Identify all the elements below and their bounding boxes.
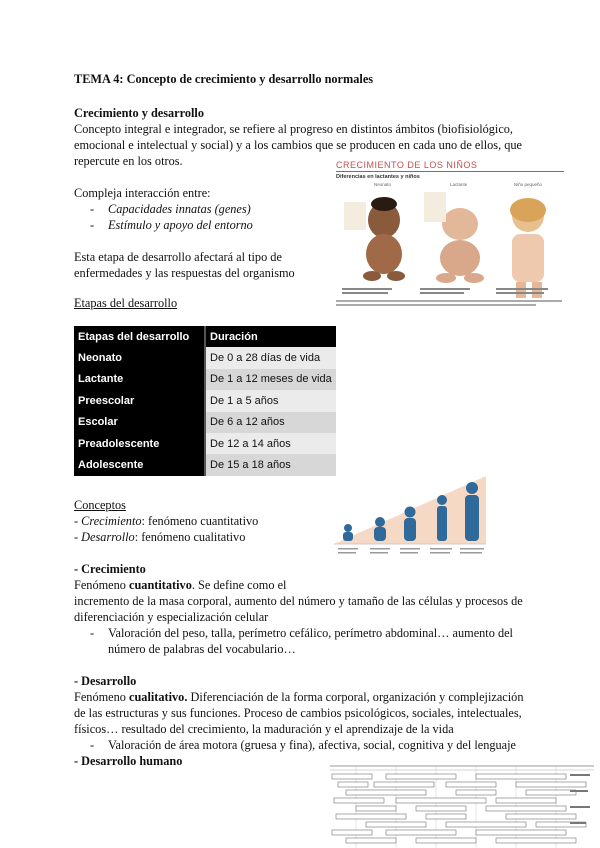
desarrollo-heading: - Desarrollo: [74, 674, 137, 688]
table-row: [74, 454, 336, 475]
bullet-dash: -: [90, 626, 95, 640]
silhouette-preschool-icon: [404, 507, 416, 542]
intro-line-2: emocional e intelectual y social) y a los cambios que se producen en cada uno de ellos, que: [74, 138, 522, 152]
stages-table: [74, 326, 336, 476]
crecimiento-line-1: Fenómeno cuantitativo. Se define como el: [74, 578, 287, 592]
neonate-baby-image: [344, 197, 405, 281]
stage-duration-cell: De 0 a 28 días de vida: [205, 347, 336, 368]
effect-line-2: enfermedades y las respuestas del organismo: [74, 266, 295, 280]
crecimiento-heading: - Crecimiento: [74, 562, 146, 576]
silhouette-adolescent-icon: [465, 482, 479, 541]
growth-silhouettes-figure: [330, 466, 490, 558]
table-row: [74, 369, 336, 390]
development-timeline-figure: [326, 760, 598, 848]
crecimiento-line-3: diferenciación y especialización celular: [74, 610, 269, 624]
figure-title: CRECIMIENTO DE LOS NIÑOS: [336, 160, 478, 170]
intro-line-3: repercute en los otros.: [74, 154, 183, 168]
crecimiento-line-2: incremento de la masa corporal, aumento del número y tamaño de las células y procesos de: [74, 594, 523, 608]
infant-baby-image: [424, 192, 484, 283]
conceptos-heading: Conceptos: [74, 498, 126, 512]
table-row: [74, 433, 336, 454]
table-row: [74, 412, 336, 433]
stage-name-cell: Preescolar: [74, 390, 205, 411]
stage-name-cell: Lactante: [74, 369, 205, 390]
concepto-term: Desarrollo: [81, 530, 135, 544]
toddler-image: [510, 198, 546, 298]
babies-illustration: [336, 182, 564, 316]
concepto-desarrollo: - Desarrollo: fenómeno cualitativo: [74, 530, 246, 544]
desarrollo-line-3: físicos… resultado del crecimiento, la maduración y el aprendizaje de la vida: [74, 722, 454, 736]
concepto-crecimiento: - Crecimiento: fenómeno cuantitativo: [74, 514, 259, 528]
figure-subtitle: Diferencias en lactantes y niños: [336, 174, 420, 180]
page-title: TEMA 4: Concepto de crecimiento y desarrollo normales: [74, 72, 374, 86]
figure-label-nino-pequeno: Niño pequeño: [514, 182, 543, 187]
bullet-dash: -: [90, 738, 95, 752]
bullet-dash: -: [90, 202, 95, 216]
concepto-definition: : fenómeno cualitativo: [134, 530, 246, 544]
stage-duration-cell: De 12 a 14 años: [205, 433, 336, 454]
figure-label-lactante: Lactante: [450, 182, 468, 187]
effect-line-1: Esta etapa de desarrollo afectará al tipo de: [74, 250, 282, 264]
stage-duration-cell: De 15 a 18 años: [205, 454, 336, 475]
figure-label-neonato: Neonato: [374, 182, 392, 187]
stage-duration-cell: De 6 a 12 años: [205, 412, 336, 433]
table-header-cell: Duración: [205, 326, 336, 347]
interaction-lead: Compleja interacción entre:: [74, 186, 211, 200]
crecimiento-bullet-line-2: número de palabras del vocabulario…: [108, 642, 296, 656]
desarrollo-bullet: Valoración de área motora (gruesa y fina), afectiva, social, cognitiva y del lenguaje: [108, 738, 517, 752]
stage-duration-cell: De 1 a 5 años: [205, 390, 336, 411]
table-row: [74, 347, 336, 368]
table-row: [74, 390, 336, 411]
silhouette-infant-icon: [374, 517, 386, 541]
stage-duration-cell: De 1 a 12 meses de vida: [205, 369, 336, 390]
interaction-bullet-entorno: Estímulo y apoyo del entorno: [108, 218, 253, 232]
desarrollo-line-1: Fenómeno cualitativo. Diferenciación de la forma corporal, organización y complejización: [74, 690, 524, 704]
interaction-bullet-genes: Capacidades innatas (genes): [108, 202, 251, 216]
silhouette-school-icon: [437, 495, 447, 541]
table-header-row: [74, 326, 336, 347]
stage-name-cell: Neonato: [74, 347, 205, 368]
intro-line-1: Concepto integral e integrador, se refiere al progreso en distintos ámbitos (biofisiológico,: [74, 122, 514, 136]
stage-name-cell: Escolar: [74, 412, 205, 433]
stage-name-cell: Preadolescente: [74, 433, 205, 454]
concepto-term: Crecimiento: [81, 514, 142, 528]
stages-heading: Etapas del desarrollo: [74, 296, 178, 310]
stage-name-cell: Adolescente: [74, 454, 205, 475]
babies-growth-figure: [336, 160, 564, 308]
bullet-dash: -: [90, 218, 95, 232]
silhouette-neonate-icon: [343, 524, 353, 541]
crecimiento-bullet-line-1: Valoración del peso, talla, perímetro cefálico, perímetro abdominal… aumento del: [108, 626, 513, 640]
concepto-definition: : fenómeno cuantitativo: [141, 514, 259, 528]
desarrollo-humano-heading: - Desarrollo humano: [74, 754, 183, 768]
desarrollo-line-2: de las estructuras y sus funciones. Proceso de cambios psicológicos, sociales, intelectuales,: [74, 706, 522, 720]
section-heading-crecimiento-desarrollo: Crecimiento y desarrollo: [74, 106, 204, 120]
table-header-cell: Etapas del desarrollo: [74, 326, 205, 347]
